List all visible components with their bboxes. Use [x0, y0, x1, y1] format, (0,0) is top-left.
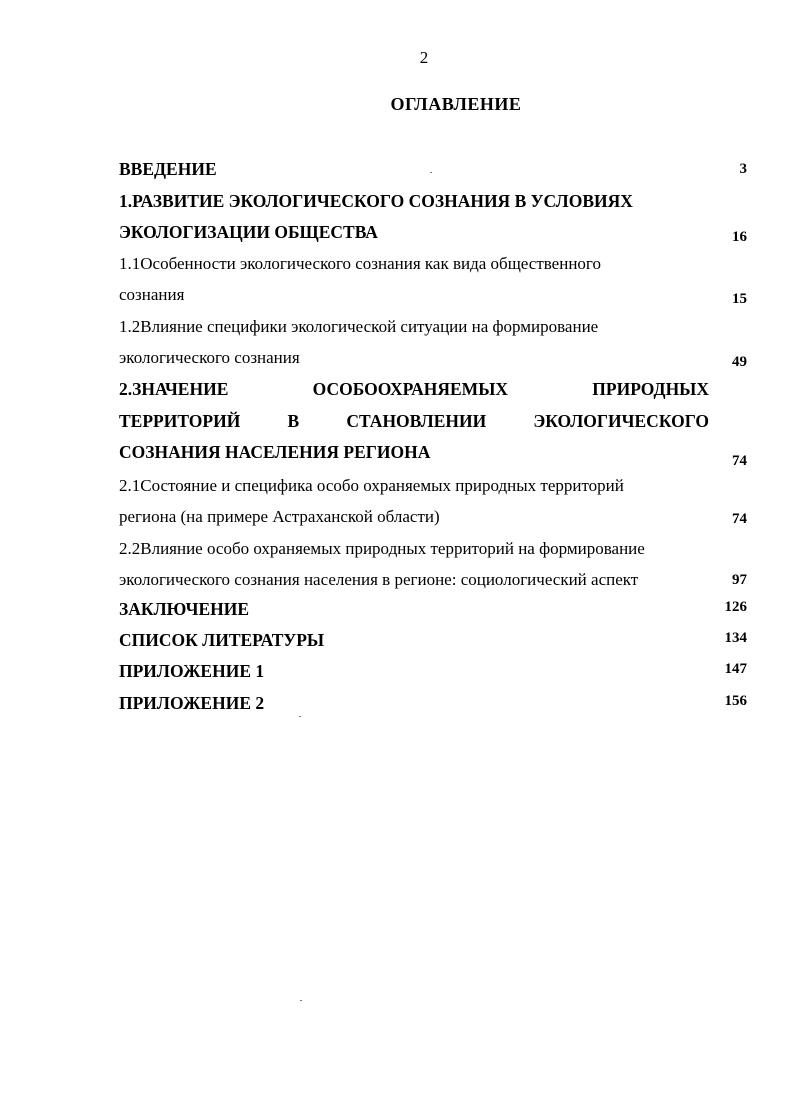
toc-entry-title-line-2: ТЕРРИТОРИЙ В СТАНОВЛЕНИИ ЭКОЛОГИЧЕСКОГО — [119, 411, 709, 431]
toc-entry-title-line-2: ЭКОЛОГИЗАЦИИ ОБЩЕСТВА — [119, 222, 378, 242]
toc-page-number: 147 — [724, 661, 747, 677]
toc-heading: ОГЛАВЛЕНИЕ — [390, 94, 522, 114]
toc-page-number: 156 — [724, 693, 747, 709]
toc-entry-title-line-2: экологического сознания — [119, 348, 300, 367]
toc-entry-title-line-2: региона (на примере Астраханской области) — [119, 507, 440, 526]
toc-entry-title-line-1: 1.РАЗВИТИЕ ЭКОЛОГИЧЕСКОГО СОЗНАНИЯ В УСЛОВИЯХ — [119, 191, 633, 211]
toc-entry-title: ВВЕДЕНИЕ — [119, 159, 217, 179]
toc-entry-title-line-1: 2.2Влияние особо охраняемых природных территорий на формирование — [119, 539, 645, 558]
toc-entry-title-line-3: СОЗНАНИЯ НАСЕЛЕНИЯ РЕГИОНА — [119, 442, 431, 462]
toc-entry-title-line-2: сознания — [119, 285, 185, 304]
toc-entry-title-line-1: 1.1Особенности экологического сознания как вида общественного — [119, 254, 601, 273]
toc-page-number: 74 — [732, 511, 747, 527]
toc-page-number: 97 — [732, 572, 747, 588]
toc-entry-title: ЗАКЛЮЧЕНИЕ — [119, 599, 250, 619]
toc-page-number: 49 — [732, 354, 747, 370]
toc-page-number: 3 — [739, 161, 747, 177]
toc-page-number: 74 — [732, 453, 747, 469]
scan-speck — [300, 1000, 302, 1001]
toc-entry-title: ПРИЛОЖЕНИЕ 1 — [119, 661, 265, 681]
toc-page-number: 16 — [732, 229, 747, 245]
page-number: 2 — [419, 48, 429, 67]
scan-speck — [430, 172, 432, 173]
toc-entry-title-line-1: 2.1Состояние и специфика особо охраняемых природных территорий — [119, 476, 624, 495]
toc-entry-title-line-2: экологического сознания населения в регионе: социологический аспект — [119, 570, 639, 589]
toc-entry-title-line-1: 1.2Влияние специфики экологической ситуации на формирование — [119, 317, 599, 336]
toc-page-number: 134 — [724, 630, 747, 646]
toc-entry-title: ПРИЛОЖЕНИЕ 2 — [119, 693, 265, 713]
toc-page-number: 126 — [724, 599, 747, 615]
toc-entry-title-line-1: 2.ЗНАЧЕНИЕ ОСОБООХРАНЯЕМЫХ ПРИРОДНЫХ — [119, 379, 709, 399]
toc-entry-title: СПИСОК ЛИТЕРАТУРЫ — [119, 630, 325, 650]
toc-page-number: 15 — [732, 291, 747, 307]
scan-speck — [299, 716, 301, 717]
